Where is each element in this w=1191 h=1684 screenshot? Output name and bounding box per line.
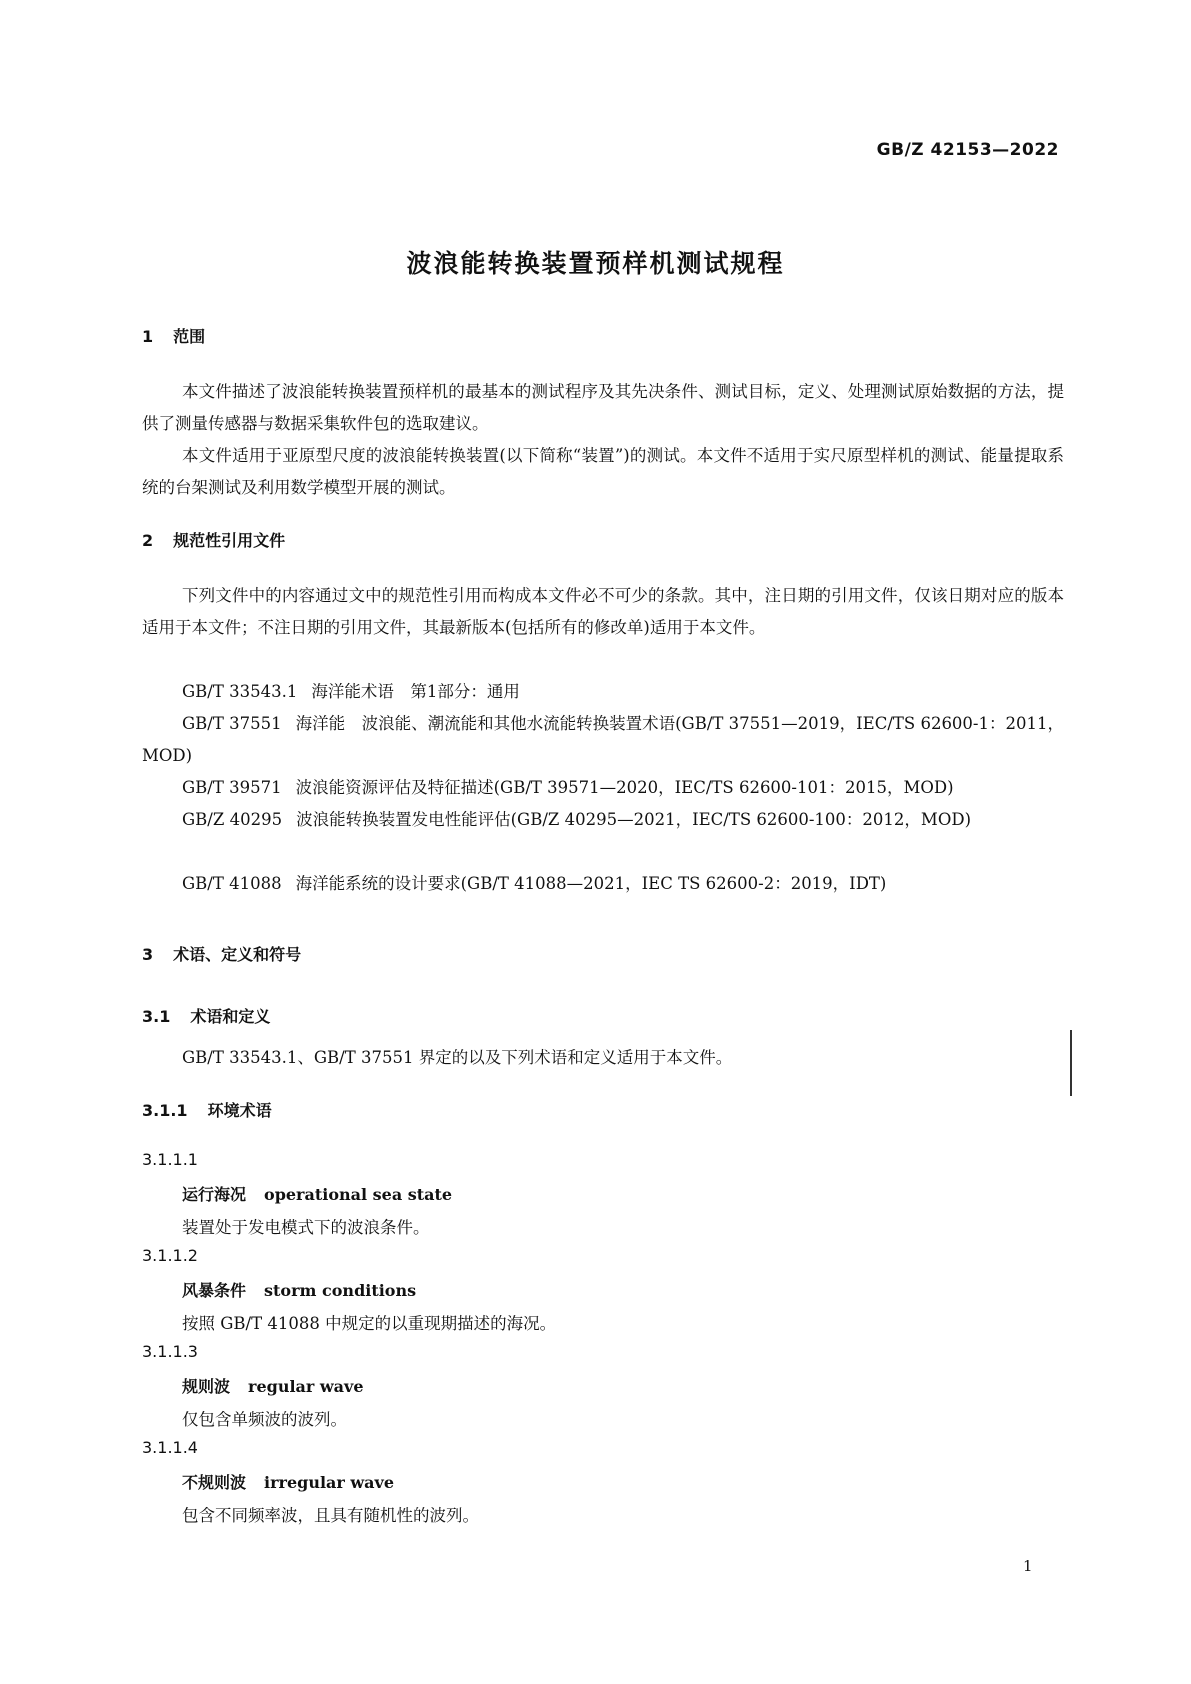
subsection-number: 3.1 xyxy=(142,1007,171,1026)
reference-code: GB/T 41088 xyxy=(182,874,282,893)
subsection-number: 3.1.1 xyxy=(142,1101,188,1120)
term-name-zh: 运行海况 xyxy=(182,1185,247,1204)
reference-code: GB/T 39571 xyxy=(182,778,282,797)
term-name-zh: 规则波 xyxy=(182,1377,231,1396)
reference-item xyxy=(142,676,1064,708)
section-title: 范围 xyxy=(173,327,206,346)
section-number: 2 xyxy=(142,531,154,550)
page-number: 1 xyxy=(1023,1557,1033,1575)
term-definition: 装置处于发电模式下的波浪条件。 xyxy=(182,1218,430,1237)
section-number: 1 xyxy=(142,327,154,346)
reference-title: 海洋能系统的设计要求(GB/T 41088—2021，IEC TS 62600-2：2019，IDT) xyxy=(295,874,887,893)
terms-intro-paragraph: GB/T 33543.1、GB/T 37551 界定的以及下列术语和定义适用于本文件。 xyxy=(182,1048,733,1067)
section-number: 3 xyxy=(142,945,154,964)
section-title: 术语、定义和符号 xyxy=(173,945,302,964)
reference-item xyxy=(142,772,1064,804)
term-definition: 包含不同频率波，且具有随机性的波列。 xyxy=(182,1506,479,1525)
subsection-3-1-1-heading xyxy=(142,1098,272,1121)
reference-code: GB/T 37551 xyxy=(182,714,282,733)
term-number: 3.1.1.4 xyxy=(142,1438,198,1457)
document-title: 波浪能转换装置预样机测试规程 xyxy=(406,249,785,278)
scope-paragraph-2: 本文件适用于亚原型尺度的波浪能转换装置(以下简称“装置”)的测试。本文件不适用于实尺原型样机的测试、能量提取系统的台架测试及利用数学模型开展的测试。 xyxy=(142,446,1064,497)
term-definition: 仅包含单频波的波列。 xyxy=(182,1410,347,1429)
reference-title: 海洋能 波浪能、潮流能和其他水流能转换装置术语(GB/T 37551—2019，IEC/TS 62600-1：2011，MOD) xyxy=(142,714,1064,765)
reference-title: 波浪能转换装置发电性能评估(GB/Z 40295—2021，IEC/TS 62600-100：2012，MOD) xyxy=(296,810,972,829)
reference-item xyxy=(142,868,1064,900)
term-name xyxy=(182,1278,416,1301)
section-title: 规范性引用文件 xyxy=(173,531,286,550)
term-name-en: storm conditions xyxy=(264,1281,417,1300)
term-number: 3.1.1.1 xyxy=(142,1150,198,1169)
reference-title: 海洋能术语 第1部分：通用 xyxy=(311,682,520,701)
normative-references-intro: 下列文件中的内容通过文中的规范性引用而构成本文件必不可少的条款。其中，注日期的引用文件，仅该日期对应的版本适用于本文件；不注日期的引用文件，其最新版本(包括所有的修改单)适用于本文件。 xyxy=(142,586,1064,637)
reference-code: GB/T 33543.1 xyxy=(182,682,298,701)
term-name xyxy=(182,1182,452,1205)
term-number: 3.1.1.2 xyxy=(142,1246,198,1265)
subsection-3-1-heading xyxy=(142,1004,270,1027)
section-3-heading xyxy=(142,942,301,965)
subsection-title: 环境术语 xyxy=(207,1101,272,1120)
term-name-zh: 不规则波 xyxy=(182,1473,247,1492)
term-definition: 按照 GB/T 41088 中规定的以重现期描述的海况。 xyxy=(182,1314,557,1333)
term-name-en: operational sea state xyxy=(264,1185,453,1204)
subsection-title: 术语和定义 xyxy=(190,1007,271,1026)
reference-code: GB/Z 40295 xyxy=(182,810,283,829)
reference-item xyxy=(142,804,1064,836)
term-number: 3.1.1.3 xyxy=(142,1342,198,1361)
term-name xyxy=(182,1470,394,1493)
change-bar xyxy=(1070,1030,1072,1096)
term-name-en: regular wave xyxy=(248,1377,364,1396)
term-name-en: irregular wave xyxy=(264,1473,395,1492)
standard-code: GB/Z 42153—2022 xyxy=(876,140,1059,160)
scope-paragraph-1: 本文件描述了波浪能转换装置预样机的最基本的测试程序及其先决条件、测试目标，定义、处理测试原始数据的方法，提供了测量传感器与数据采集软件包的选取建议。 xyxy=(142,382,1064,433)
term-name xyxy=(182,1374,364,1397)
term-name-zh: 风暴条件 xyxy=(182,1281,247,1300)
section-2-heading xyxy=(142,528,285,551)
reference-item xyxy=(142,708,1064,772)
section-1-heading xyxy=(142,324,205,347)
reference-title: 波浪能资源评估及特征描述(GB/T 39571—2020，IEC/TS 62600-101：2015，MOD) xyxy=(295,778,954,797)
